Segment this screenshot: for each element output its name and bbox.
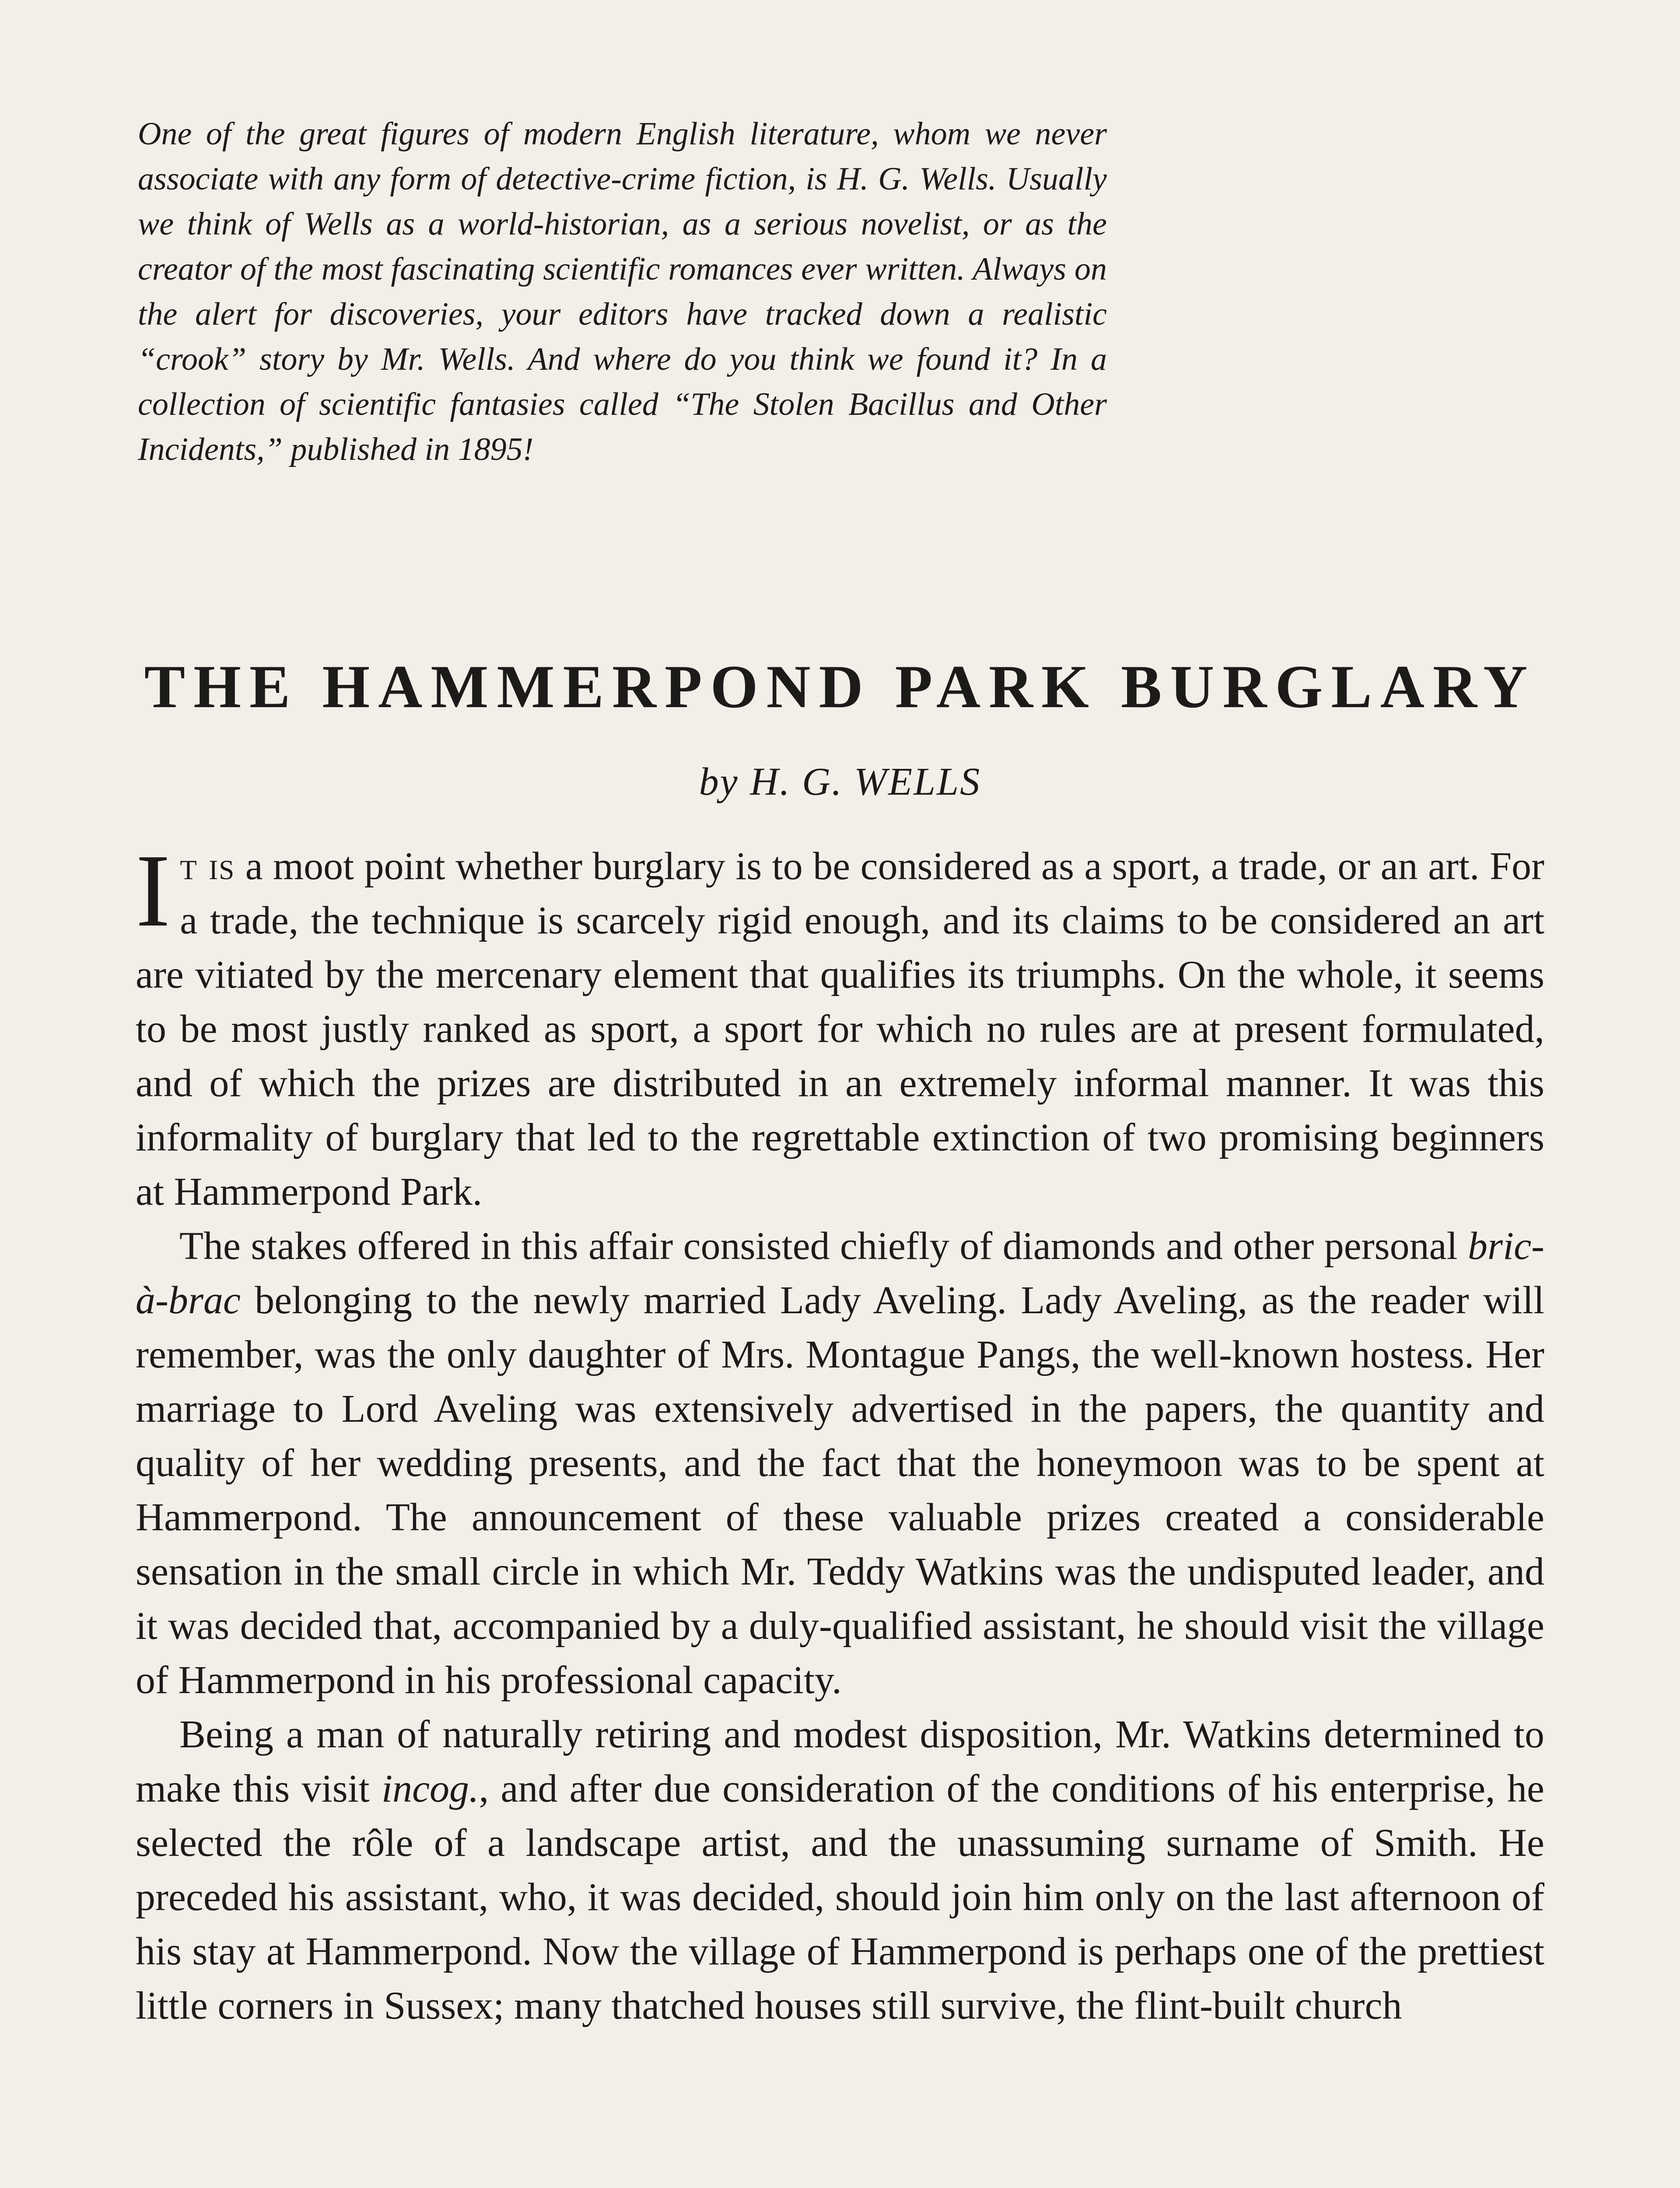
paragraph-2-text-start: The stakes offered in this affair consisted chiefly of diamonds and other personal [179, 1224, 1468, 1268]
drop-cap: I [136, 833, 171, 948]
paragraph-2-italic: bric-à-brac [136, 1224, 1544, 1322]
paragraph-2 [136, 1219, 1544, 1708]
editor-introduction [138, 112, 1107, 472]
paragraph-3 [136, 1708, 1544, 2033]
opening-small-caps: t is [180, 845, 235, 888]
paragraph-1-text: a moot point whether burglary is to be considered as a sport, a trade, or an art. For a trade, the technique is scarcely rigid enough, and its claims to be considered an art are vitiated by the mercenary element that qualifies its triumphs. On the whole, it seems to be most justly ranked as sport, a sport for which no rules are at present formulated, and of which the prizes are distributed in an extremely informal manner. It was this informality of burglary that led to the regrettable extinction of two promising beginners at Hammerpond Park. [136, 845, 1545, 1213]
intro-text: One of the great figures of modern English literature, whom we never associate with any form of detective-crime fiction, is H. G. Wells. Usually we think of Wells as a world-historian, as a serious novelist, or as the creator of the most fascinating scientific romances ever written. Always on the alert for discoveries, your editors have tracked down a realistic “crook” story by Mr. Wells. And where do you think we found it? In a collection of scientific fantasies called “The Stolen Bacillus and Other Incidents,” published in 1895! [138, 116, 1107, 467]
paragraph-3-text-start: Being a man of naturally retiring and modest disposition, Mr. Watkins determined to make this visit [136, 1713, 1544, 1810]
paragraph-3-text-end: , and after due consideration of the conditions of his enterprise, he selected the rôle of a landscape artist, and the unassuming surname of Smith. He preceded his assistant, who, it was decided, should join him only on the last afternoon of his stay at Hammerpond. Now the village of Hammerpond is perhaps one of the prettiest little corners in Sussex; many thatched houses still survive, the flint-built church [136, 1767, 1544, 2027]
story-title: THE HAMMERPOND PARK BURGLARY [144, 653, 1536, 721]
story-byline: by H. G. WELLS [699, 760, 981, 803]
paragraph-3-italic: incog. [382, 1767, 479, 1810]
story-body [136, 833, 1545, 2033]
paragraph-2-text-end: belonging to the newly married Lady Aveling. Lady Aveling, as the reader will remember, was the only daughter of Mrs. Montague Pangs, the well-known hostess. Her marriage to Lord Aveling was extensively advertised in the papers, the quantity and quality of her wedding presents, and the fact that the honeymoon was to be spent at Hammerpond. The announcement of these valuable prizes created a considerable sensation in the small circle in which Mr. Teddy Watkins was the undisputed leader, and it was decided that, accompanied by a duly-qualified assistant, he should visit the village of Hammerpond in his professional capacity. [136, 1279, 1544, 1702]
paragraph-1 [136, 833, 1545, 1219]
